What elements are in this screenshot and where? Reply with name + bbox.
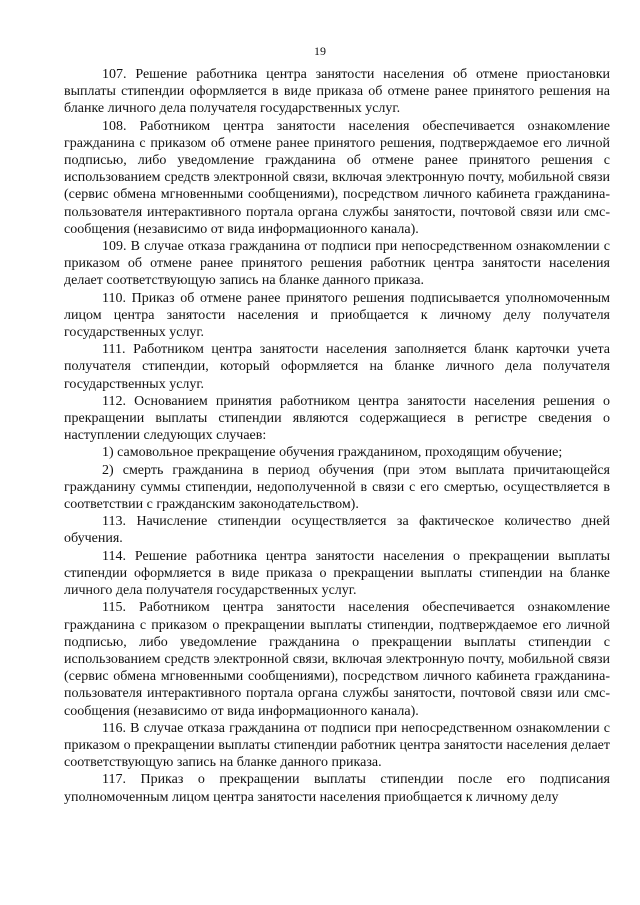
paragraph-115: 115. Работником центра занятости населения обеспечивается ознакомление гражданина с приказом о прекращении выплаты стипендии, подтверждаемое его личной подписью, либо уведомление гражданина о прекращении выплаты стипендии с использованием средств электронной связи, включая электронную почту, мобильной связи (сервис обмена мгновенными сообщениями), посредством личного кабинета гражданина-пользователя интерактивного портала органа службы занятости, почтовой связи или смс-сообщения (независимо от вида информационного канала). (64, 600, 610, 719)
paragraph-113: 113. Начисление стипендии осуществляется за фактическое количество дней обучения. (64, 514, 610, 547)
paragraph-108: 108. Работником центра занятости населения обеспечивается ознакомление гражданина с приказом об отмене ранее принятого решения, подтверждаемое его личной подписью, либо уведомление гражданина об отмене ранее принятого решения с использованием средств электронной связи, включая электронную почту, мобильной связи (сервис обмена мгновенными сообщениями), посредством личного кабинета гражданина-пользователя интерактивного портала органа службы занятости, почтовой связи или смс-сообщения (независимо от вида информационного канала). (64, 118, 610, 237)
paragraph-110: 110. Приказ об отмене ранее принятого решения подписывается уполномоченным лицом центра занятости населения и приобщается к личному делу получателя государственных услуг. (64, 290, 610, 341)
list-item-1: 1) самовольное прекращение обучения гражданином, проходящим обучение; (102, 445, 563, 461)
paragraph-107: 107. Решение работника центра занятости населения об отмене приостановки выплаты стипендии оформляется в виде приказа об отмене ранее принятого решения на бланке личного дела получателя государственных услуг. (64, 67, 610, 117)
list-item-2: 2) смерть гражданина в период обучения (при этом выплата причитающейся гражданину суммы стипендии, недополученной в связи с его смертью, осуществляется в соответствии с гражданским законодательством). (64, 462, 610, 513)
paragraph-111: 111. Работником центра занятости населения заполняется бланк карточки учета получателя стипендии, который оформляется на бланке личного дела получателя государственных услуг. (64, 342, 610, 392)
page-number: 19 (314, 44, 326, 58)
paragraph-117: 117. Приказ о прекращении выплаты стипендии после его подписания уполномоченным лицом центра занятости населения приобщается к личному делу (64, 772, 610, 805)
paragraph-116: 116. В случае отказа гражданина от подписи при непосредственном ознакомлении с приказом о прекращении выплаты стипендии работник центра занятости населения делает соответствующую запись на бланке данного приказа. (64, 720, 610, 771)
document-body (64, 66, 610, 806)
paragraph-112: 112. Основанием принятия работником центра занятости населения решения о прекращении выплаты стипендии являются содержащиеся в регистре сведения о наступлении следующих случаев: (64, 393, 610, 444)
paragraph-109: 109. В случае отказа гражданина от подписи при непосредственном ознакомлении с приказом об отмене ранее принятого решения работник центра занятости населения делает соответствующую запись на бланке данного приказа. (64, 239, 610, 289)
paragraph-114: 114. Решение работника центра занятости населения о прекращении выплаты стипендии оформляется в виде приказа о прекращении выплаты стипендии на бланке личного дела получателя государственных услуг. (64, 548, 610, 599)
